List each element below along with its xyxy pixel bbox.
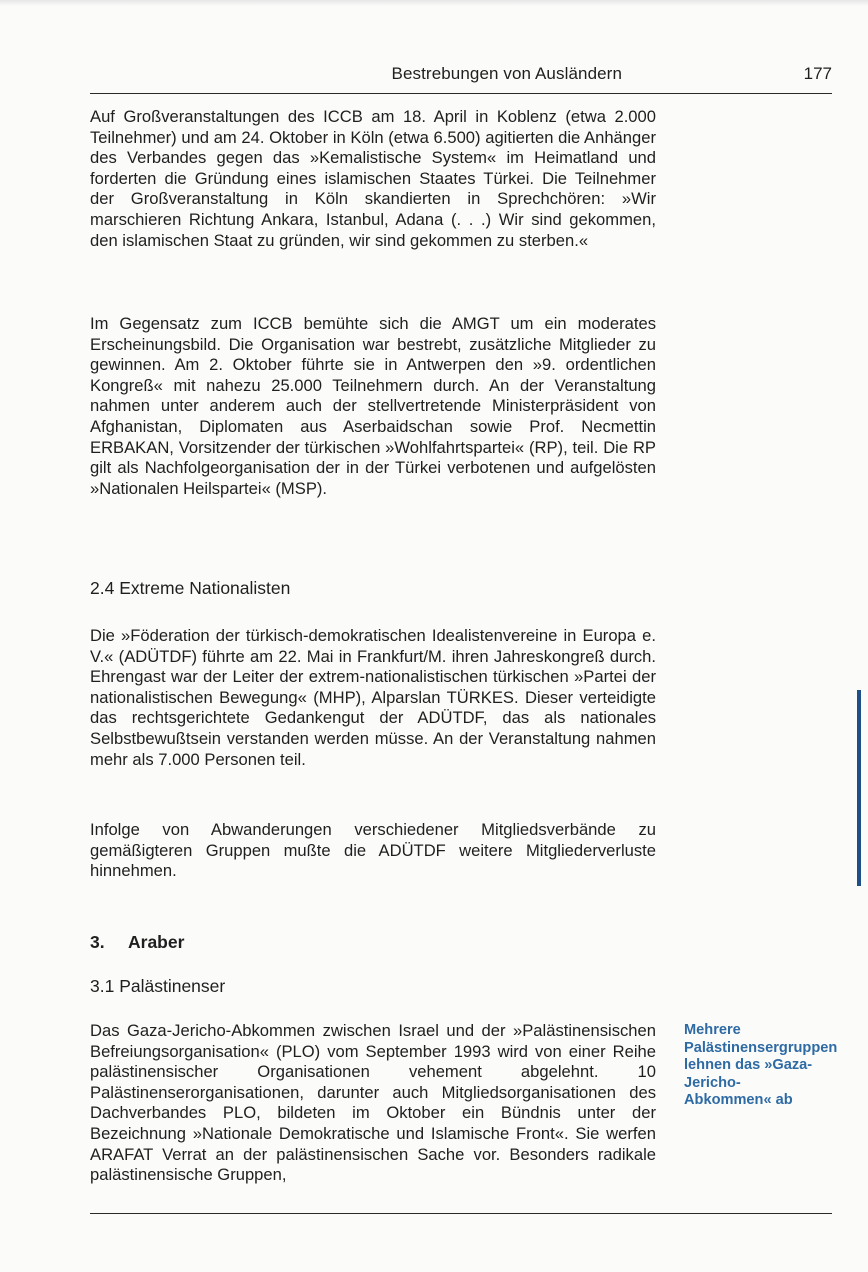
header-rule bbox=[90, 93, 832, 94]
paragraph-amgt bbox=[90, 314, 656, 499]
section-heading-2-4: 2.4 Extreme Nationalisten bbox=[90, 578, 291, 598]
paragraph-iccb bbox=[90, 107, 656, 251]
chapter-heading-3 bbox=[90, 932, 184, 953]
chapter-title: Araber bbox=[128, 932, 185, 952]
paragraph-abwanderungen bbox=[90, 820, 656, 882]
paragraph-text: Auf Großveranstaltungen des ICCB am 18. April in Koblenz (etwa 2.000 Teilnehmer) und am 24. Oktober in Köln (etwa 6.500) agitierten die Anhänger des Verbandes gegen das »Kemalistische System« im Heimatland und forderten die Gründung eines islamischen Staates Türkei. Die Teilnehmer der Großveranstaltung in Köln skandierten in Sprechchören: »Wir marschieren Richtung Ankara, Istanbul, Adana (. . .) Wir sind gekommen, den islamischen Staat zu gründen, wir sind gekommen zu sterben.« bbox=[90, 107, 656, 250]
page-number: 177 bbox=[803, 64, 832, 83]
paragraph-text: Infolge von Abwanderungen verschiedener Mitgliedsverbände zu gemäßigteren Gruppen mußte die ADÜTDF weitere Mitgliederverluste hinnehmen. bbox=[90, 820, 656, 881]
chapter-number: 3. bbox=[90, 932, 105, 952]
paragraph-palaestinenser bbox=[90, 1021, 656, 1186]
running-head bbox=[90, 64, 832, 88]
margin-note: Mehrere Palästinensergruppen lehnen das »Gaza-Jericho-Abkommen« ab bbox=[684, 1022, 838, 1109]
page-top-edge bbox=[0, 0, 868, 6]
running-title: Bestrebungen von Ausländern bbox=[391, 64, 622, 83]
footer-rule bbox=[90, 1213, 832, 1214]
paragraph-text: Die »Föderation der türkisch-demokratischen Idealistenvereine in Europa e. V.« (ADÜTDF) führte am 22. Mai in Frankfurt/M. ihren Jahreskongreß durch. Ehrengast war der Leiter der extrem-nationalistischen türkischen »Partei der nationalistischen Bewegung« (MHP), Alparslan TÜRKES. Dieser verteidigte das rechtsgerichtete Gedankengut der ADÜTDF, das als nationales Selbstbewußtsein verstanden werden müsse. An der Veranstaltung nahmen mehr als 7.000 Personen teil. bbox=[90, 626, 656, 769]
thumb-index-marker bbox=[857, 690, 861, 886]
section-heading-3-1: 3.1 Palästinenser bbox=[90, 976, 226, 996]
paragraph-adutdf bbox=[90, 626, 656, 770]
paragraph-text: Das Gaza-Jericho-Abkommen zwischen Israel und der »Palästinensischen Befreiungsorganisation« (PLO) vom September 1993 wird von einer Reihe palästinensischer Organisationen vehement abgelehnt. 10 Palästinenserorganisationen, darunter auch Mitgliedsorganisationen des Dachverbandes PLO, bildeten im Oktober ein Bündnis unter der Bezeichnung »Nationale Demokratische und Islamische Front«. Sie werfen ARAFAT Verrat an der palästinensischen Sache vor. Besonders radikale palästinensische Gruppen, bbox=[90, 1021, 656, 1185]
paragraph-text: Im Gegensatz zum ICCB bemühte sich die AMGT um ein moderates Erscheinungsbild. Die Organisation war bestrebt, zusätzliche Mitglieder zu gewinnen. Am 2. Oktober führte sie in Antwerpen den »9. ordentlichen Kongreß« mit nahezu 25.000 Teilnehmern durch. An der Veranstaltung nahmen unter anderem auch der stellvertretende Ministerpräsident von Afghanistan, Diplomaten aus Aserbaidschan sowie Prof. Necmettin ERBAKAN, Vorsitzender der türkischen »Wohlfahrtspartei« (RP), teil. Die RP gilt als Nachfolgeorganisation der in der Türkei verbotenen und aufgelösten »Nationalen Heilspartei« (MSP). bbox=[90, 314, 656, 498]
